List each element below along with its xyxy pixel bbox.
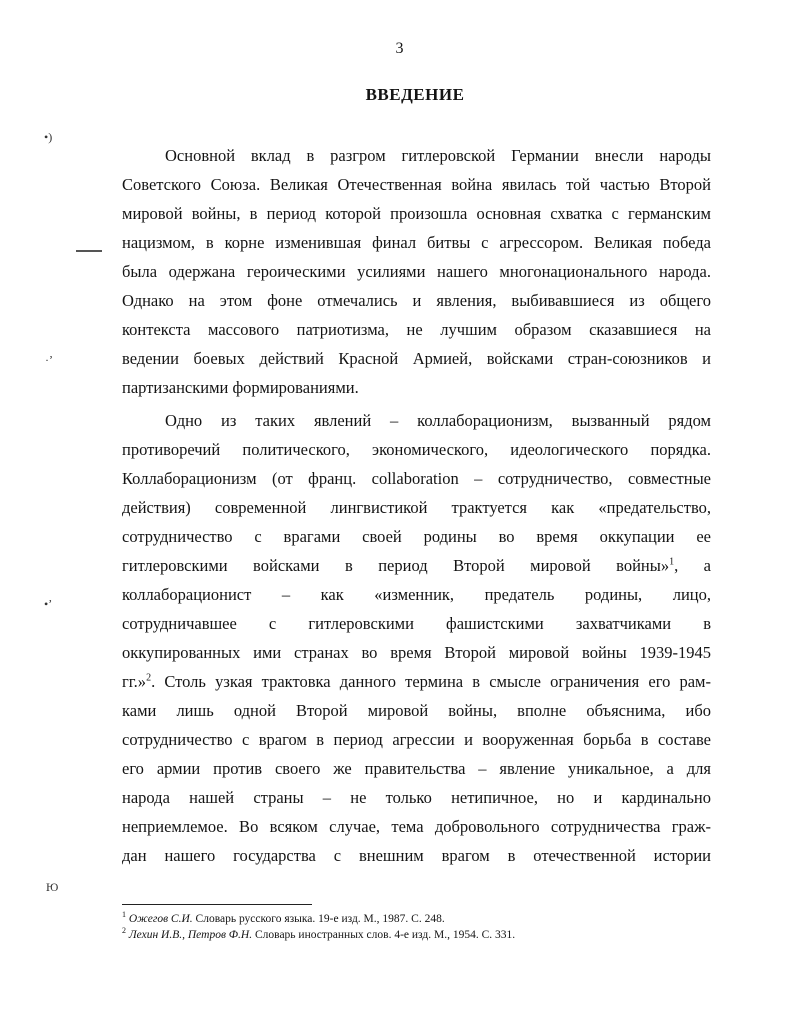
body-line: Однако на этом фоне отмечались и явления, выбивавшиеся из общего [122, 291, 711, 310]
body-line: оккупированных ими странах во время Второй мировой войны 1939-1945 [122, 643, 711, 662]
body-line: Советского Союза. Великая Отечественная война явилась той частью Второй [122, 175, 711, 194]
footnote-author: Лехин И.В., Петров Ф.Н. [128, 929, 253, 941]
page-number: 3 [395, 40, 404, 57]
page-heading: ВВЕДЕНИЕ [365, 85, 465, 104]
body-line: действия) современной лингвистикой трактуется как «предательство, [122, 498, 711, 517]
footnote-ref: 2 [146, 672, 152, 684]
footnote [122, 928, 722, 942]
body-line: контекста массового патриотизма, не лучшим образом сказавшиеся на [122, 320, 711, 339]
margin-scan-mark: Ю [46, 880, 59, 894]
body-line-with-ref [122, 553, 711, 579]
body-line: сотрудничество с врагом в период агрессии и вооруженная борьба в составе [122, 730, 711, 749]
margin-scan-mark: ·ʼ [45, 353, 53, 367]
body-line-text: гитлеровскими войсками в период Второй мировой войны» [122, 556, 670, 575]
margin-scan-mark: •ʼ [44, 597, 53, 611]
margin-scan-mark: •) [44, 130, 53, 144]
footnote-text: Словарь русского языка. 19-е изд. М., 1987. С. 248. [195, 913, 445, 925]
body-line: дан нашего государства с внешним врагом в отечественной истории [122, 846, 711, 865]
body-line-with-ref [122, 669, 711, 695]
body-line: сотрудничавшее с гитлеровскими фашистскими захватчиками в [122, 614, 711, 633]
body-line: его армии против своего же правительства – явление уникальное, а для [122, 759, 711, 778]
footnote-number: 1 [122, 910, 126, 920]
footnote-number: 2 [122, 926, 126, 936]
body-line-suffix: . Столь узкая трактовка данного термина в смысле ограничения его рам- [151, 672, 711, 691]
body-line: партизанскими формированиями. [122, 378, 359, 397]
body-line: нацизмом, в корне изменившая финал битвы с агрессором. Великая победа [122, 233, 711, 252]
footnote-text: Словарь иностранных слов. 4-е изд. М., 1954. С. 331. [255, 929, 516, 941]
body-line: была одержана героическими усилиями нашего многонационального народа. [122, 262, 711, 281]
body-line: народа нашей страны – не только нетипичное, но и кардинально [122, 788, 711, 807]
body-line-suffix: , а [674, 556, 711, 575]
footnote-author: Ожегов С.И. [128, 913, 193, 925]
body-line: коллаборационист – как «изменник, предатель родины, лицо, [122, 585, 711, 604]
footnote-divider [122, 904, 312, 905]
body-line: неприемлемое. Во всяком случае, тема добровольного сотрудничества граж- [122, 817, 711, 836]
body-line-text: гг.» [122, 672, 147, 691]
body-line: ками лишь одной Второй мировой войны, вполне объяснима, ибо [122, 701, 711, 720]
body-line: Коллаборационизм (от франц. collaboration – сотрудничество, совместные [122, 469, 711, 488]
body-line: Одно из таких явлений – коллаборационизм, вызванный рядом [165, 411, 711, 430]
footnote [122, 912, 722, 926]
footnote-ref: 1 [669, 556, 675, 568]
body-line: мировой войны, в период которой произошла основная схватка с германским [122, 204, 711, 223]
body-line: сотрудничество с врагами своей родины во время оккупации ее [122, 527, 711, 546]
body-line: ведении боевых действий Красной Армией, войсками стран-союзников и [122, 349, 711, 368]
margin-dash-mark [76, 250, 102, 252]
body-line: Основной вклад в разгром гитлеровской Германии внесли народы [165, 146, 711, 165]
body-line: противоречий политического, экономического, идеологического порядка. [122, 440, 711, 459]
